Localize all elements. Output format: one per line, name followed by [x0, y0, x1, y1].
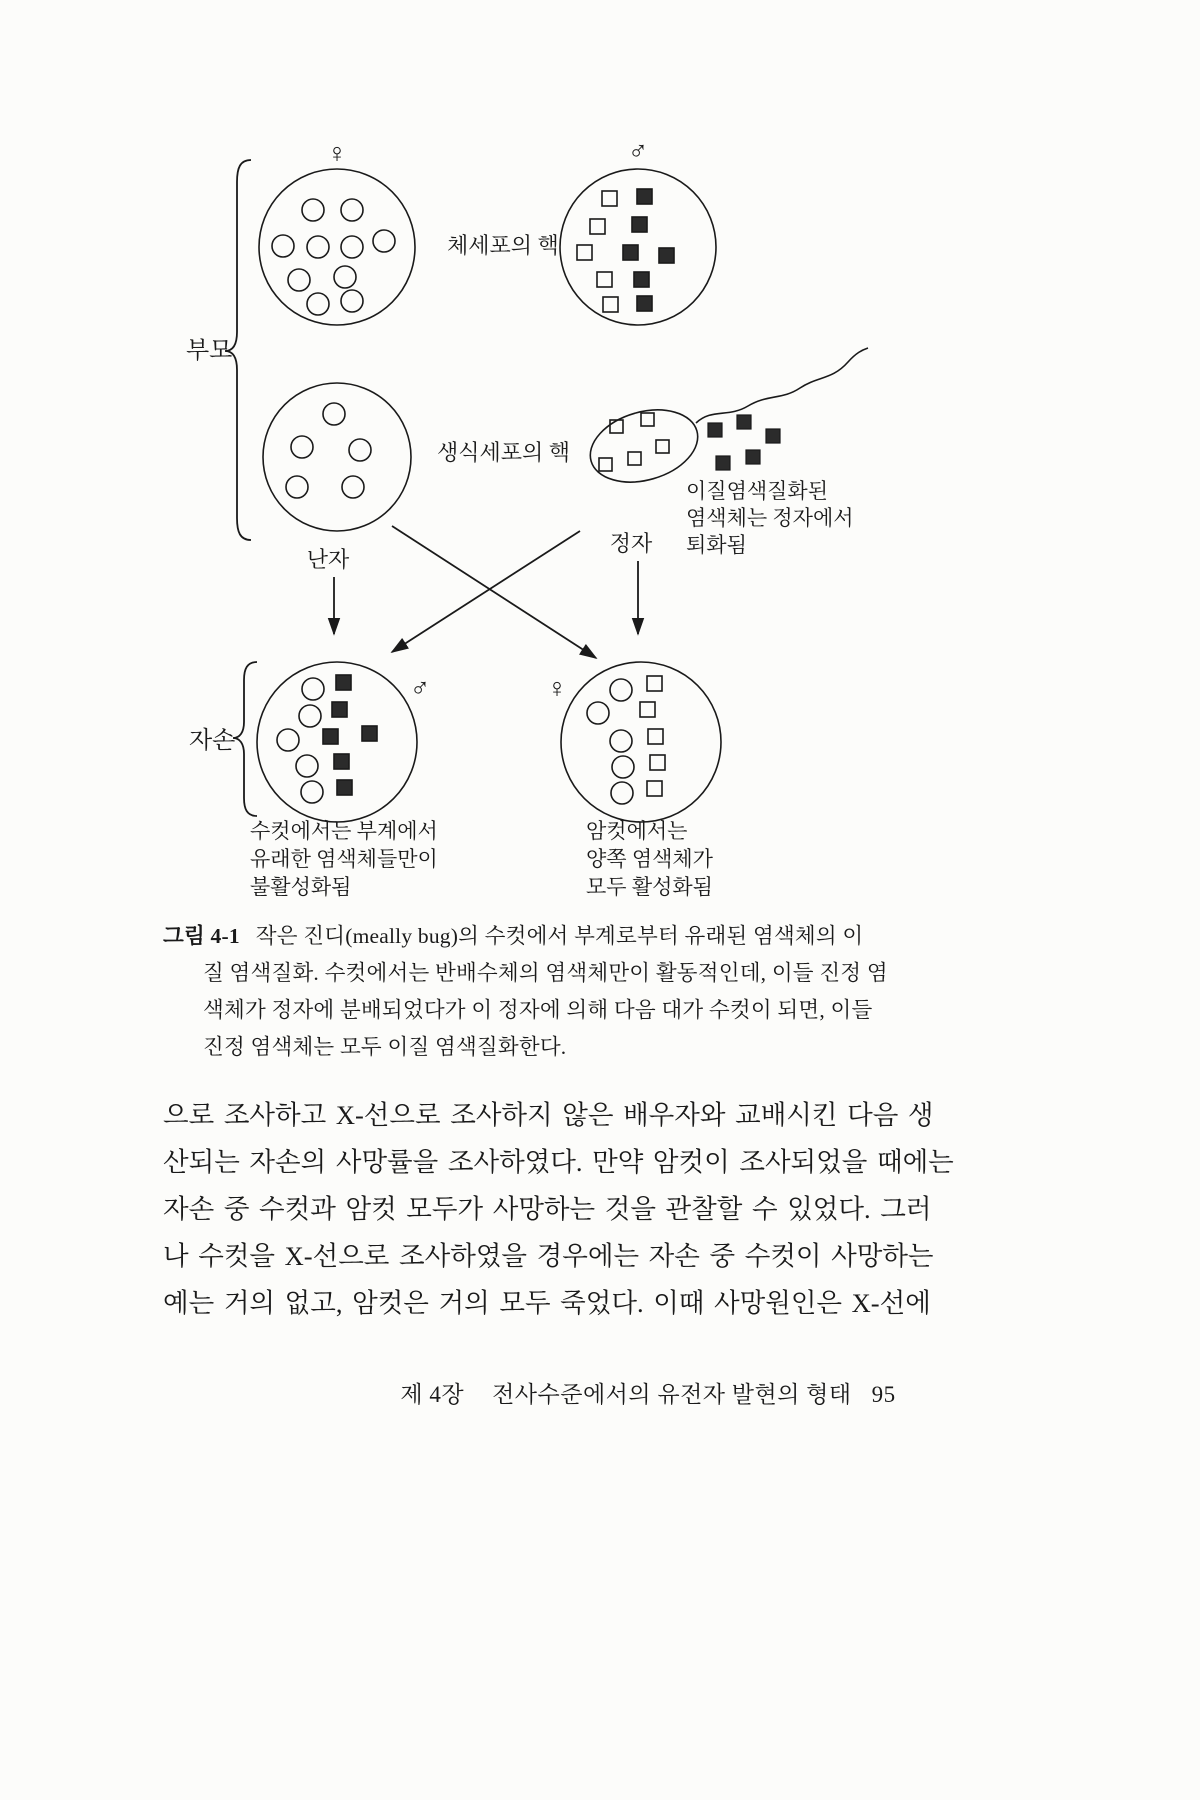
body-line: 자손 중 수컷과 암컷 모두가 사망하는 것을 관찰할 수 있었다. 그러	[163, 1194, 932, 1224]
caption-line	[163, 918, 1053, 955]
chromosome-square-filled	[323, 729, 338, 744]
chromosome-square-filled	[637, 296, 652, 311]
footer-chapter: 제 4장	[400, 1382, 465, 1407]
note-line: 양쪽 염색체가	[586, 847, 713, 871]
note-line: 유래한 염색체들만이	[250, 847, 438, 871]
chromosome-square-filled	[746, 450, 760, 464]
egg-cell-nucleus	[263, 383, 411, 531]
chromosome-square-filled	[632, 217, 647, 232]
chromosome-square-filled	[737, 415, 751, 429]
note-line: 염색체는 정자에서	[686, 506, 854, 530]
page-number: 95	[871, 1382, 896, 1407]
female-offspring-note	[586, 819, 714, 899]
caption-line: 질 염색질화. 수컷에서는 반배수체의 염색체만이 활동적인데, 이들 진정 염	[203, 961, 888, 985]
egg-label: 난자	[306, 547, 350, 572]
caption-line: 색체가 정자에 분배되었다가 이 정자에 의해 다음 대가 수컷이 되면, 이들	[203, 998, 873, 1022]
female-offspring-nucleus	[561, 662, 721, 822]
note-line: 모두 활성화됨	[586, 875, 713, 899]
caption-text: 작은 진디(meally bug)의 수컷에서 부계로부터 유래된 염색체의 이	[255, 924, 864, 948]
body-line: 산되는 자손의 사망률을 조사하였다. 만약 암컷이 조사되었을 때에는	[163, 1147, 954, 1177]
somatic-nucleus-label: 체세포의 핵	[447, 233, 559, 258]
sperm-degeneration-note	[686, 479, 854, 557]
arrow-egg-to-female-offspring	[392, 526, 596, 658]
male-offspring-note	[250, 819, 438, 899]
chromosome-square-filled	[659, 248, 674, 263]
female-somatic-nucleus	[259, 169, 415, 325]
note-line: 수컷에서는 부계에서	[250, 819, 438, 843]
chromosome-square-filled	[623, 245, 638, 260]
inheritance-arrows	[334, 526, 638, 658]
cell-membrane	[263, 383, 411, 531]
parent-bracket-label: 부모	[186, 338, 233, 364]
male-symbol-offspring: ♂	[409, 673, 431, 703]
female-symbol-offspring: ♀	[546, 673, 568, 703]
note-line: 불활성화됨	[250, 875, 352, 899]
chromosome-square-filled	[637, 189, 652, 204]
figure-number: 그림 4-1	[163, 924, 240, 948]
chromosome-square-filled	[766, 429, 780, 443]
chromosome-square-filled	[362, 726, 377, 741]
page-footer	[48, 1376, 1200, 1409]
chromosome-square-filled	[332, 702, 347, 717]
degenerating-chromosomes	[708, 415, 780, 470]
figure-caption	[163, 918, 1053, 1066]
chromosome-square-filled	[716, 456, 730, 470]
body-line: 예는 거의 없고, 암컷은 거의 모두 죽었다. 이때 사망원인은 X-선에	[163, 1288, 931, 1318]
male-symbol-parent: ♂	[627, 136, 649, 166]
sperm-label: 정자	[609, 531, 653, 556]
caption-line: 진정 염색체는 모두 이질 염색질화한다.	[203, 1035, 567, 1059]
cell-membrane	[259, 169, 415, 325]
chromosome-square-filled	[336, 675, 351, 690]
germ-nucleus-label: 생식세포의 핵	[437, 440, 571, 465]
chromosome-square-filled	[334, 754, 349, 769]
sperm-tail	[696, 348, 868, 423]
offspring-bracket-label: 자손	[189, 728, 236, 754]
note-line: 암컷에서는	[586, 819, 688, 843]
male-somatic-nucleus	[560, 169, 716, 325]
note-line: 이질염색질화된	[686, 479, 829, 503]
sperm-cell	[582, 348, 868, 494]
chromosome-square-filled	[634, 272, 649, 287]
chromosome-square-filled	[708, 423, 722, 437]
body-line: 나 수컷을 X-선으로 조사하였을 경우에는 자손 중 수컷이 사망하는	[163, 1241, 934, 1271]
arrow-sperm-to-male-offspring	[392, 531, 580, 652]
note-line: 퇴화됨	[686, 533, 747, 557]
offspring-brace	[233, 662, 257, 816]
chromosome-square-filled	[337, 780, 352, 795]
female-symbol-parent: ♀	[326, 138, 348, 168]
body-line: 으로 조사하고 X-선으로 조사하지 않은 배우자와 교배시킨 다음 생	[163, 1100, 934, 1130]
male-offspring-nucleus	[257, 662, 417, 822]
cell-membrane	[561, 662, 721, 822]
footer-title: 전사수준에서의 유전자 발현의 형태	[492, 1382, 852, 1407]
body-text	[163, 1092, 1058, 1327]
